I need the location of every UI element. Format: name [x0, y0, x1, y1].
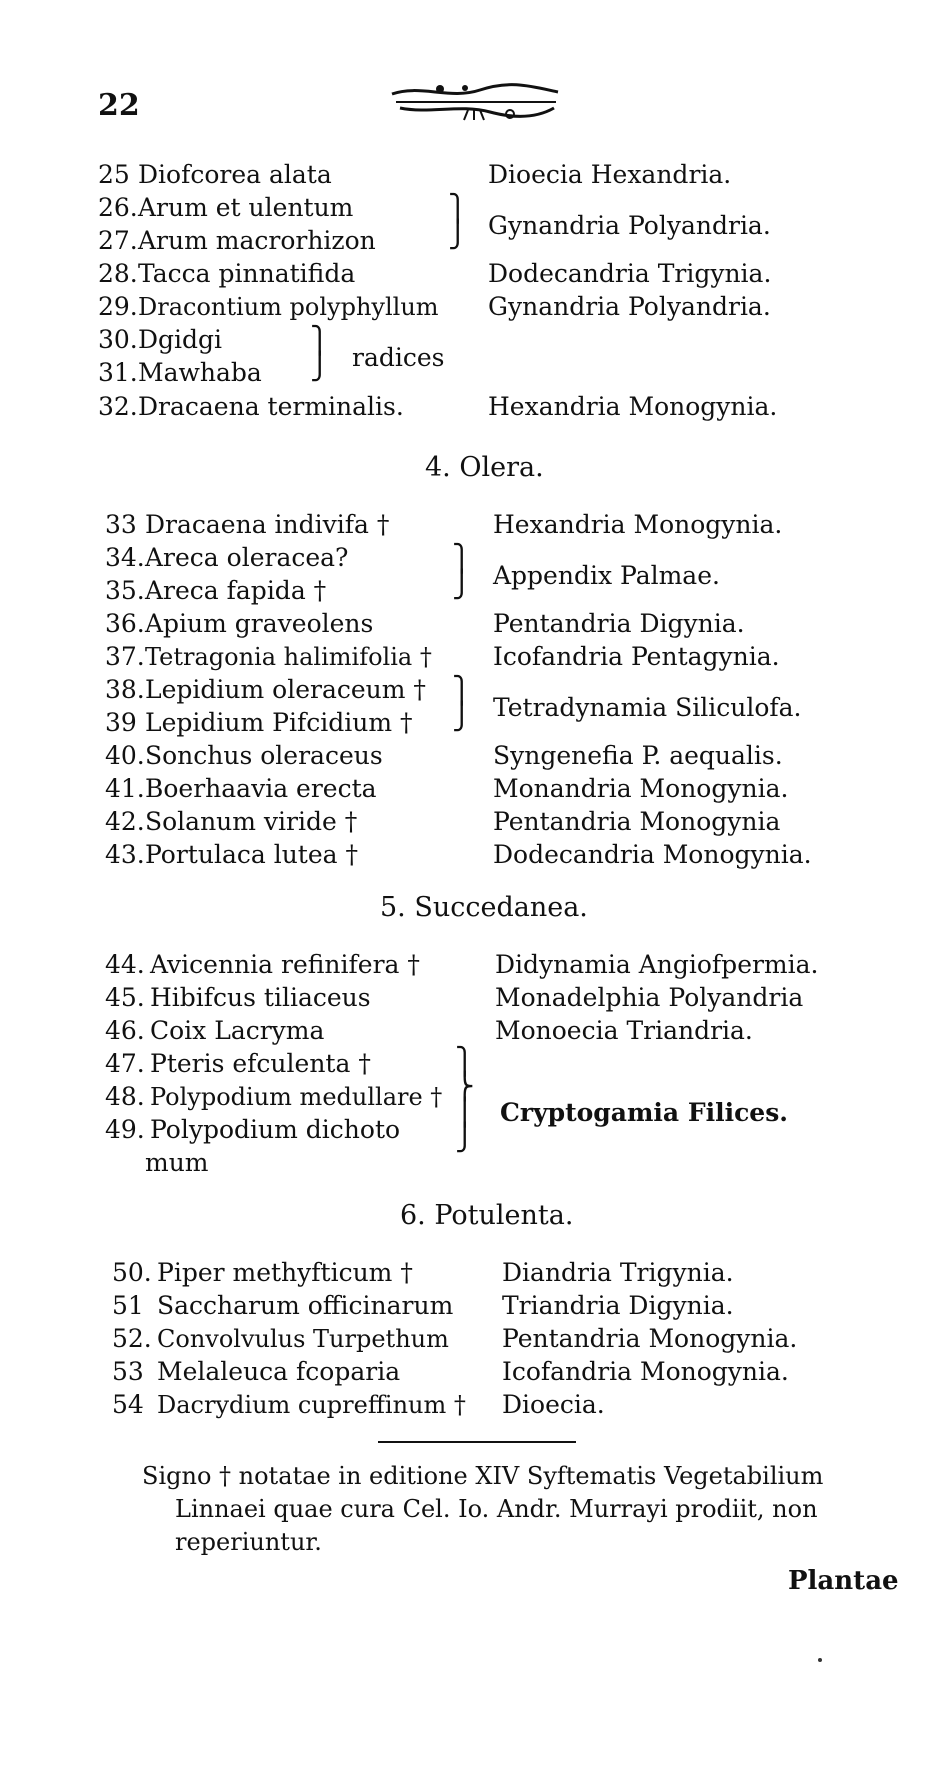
linnaean-class: Gynandria Polyandria. [488, 292, 771, 321]
linnaean-class: Didynamia Angiofpermia. [495, 950, 819, 979]
brace-label: Appendix Palmae. [493, 561, 720, 590]
plant-name: Solanum viride † [145, 807, 358, 836]
section-heading: 5. Succedanea. [380, 892, 588, 923]
section-heading: 4. Olera. [425, 452, 544, 483]
linnaean-class: Monoecia Triandria. [495, 1016, 753, 1045]
plant-name: Tetragonia halimifolia † [145, 643, 432, 671]
linnaean-class: Triandria Digynia. [502, 1291, 734, 1320]
plant-name: Mawhaba [138, 358, 262, 387]
linnaean-class: Hexandria Monogynia. [488, 392, 778, 421]
entry-number: 46. [105, 1016, 145, 1045]
plant-name: Areca fapida † [145, 576, 327, 605]
linnaean-class: Diandria Trigynia. [502, 1258, 734, 1287]
entry-number: 40. [105, 741, 145, 770]
entry-number: 48. [105, 1082, 145, 1111]
plant-name: mum [145, 1148, 209, 1177]
plant-name: Piper methyfticum † [157, 1258, 413, 1287]
right-brace-icon: ⎫ ⎭ [452, 676, 472, 732]
linnaean-class: Dodecandria Trigynia. [488, 259, 772, 288]
section-heading: 6. Potulenta. [400, 1200, 574, 1231]
entry-number: 54 [112, 1390, 144, 1419]
entry-number: 31. [98, 358, 138, 387]
entry-number: 28. [98, 259, 138, 288]
plant-name: Apium graveolens [145, 609, 374, 638]
linnaean-class: Dioecia. [502, 1390, 605, 1419]
brace-label: Cryptogamia Filices. [500, 1098, 788, 1127]
brace-label: Gynandria Polyandria. [488, 211, 771, 240]
plant-name: Polypodium medullare † [150, 1083, 443, 1111]
entry-number: 47. [105, 1049, 145, 1078]
plant-name: Pteris efculenta † [150, 1049, 371, 1078]
entry-number: 42. [105, 807, 145, 836]
entry-number: 45. [105, 983, 145, 1012]
linnaean-class: Monandria Monogynia. [493, 774, 789, 803]
entry-number: 37. [105, 642, 145, 671]
headpiece-ornament-icon [390, 80, 560, 124]
linnaean-class: Pentandria Monogynia [493, 807, 781, 836]
entry-number: 39 [105, 708, 137, 737]
plant-name: Boerhaavia erecta [145, 774, 377, 803]
entry-number: 43. [105, 840, 145, 869]
plant-name: Diofcorea alata [138, 160, 332, 189]
entry-number: 25 [98, 160, 130, 189]
plant-name: Lepidium oleraceum † [145, 675, 426, 704]
plant-name: Avicennia refinifera † [150, 950, 420, 979]
plant-name: Convolvulus Turpethum [157, 1325, 449, 1353]
brace-label: radices [352, 343, 445, 372]
plant-name: Dracaena indivifa † [145, 510, 390, 539]
footnote-line: Linnaei quae cura Cel. Io. Andr. Murrayi prodiit, non [175, 1495, 818, 1523]
linnaean-class: Syngenefia P. aequalis. [493, 741, 783, 770]
entry-number: 27. [98, 226, 138, 255]
linnaean-class: Dodecandria Monogynia. [493, 840, 812, 869]
footnote-separator [378, 1441, 576, 1443]
linnaean-class: Dioecia Hexandria. [488, 160, 732, 189]
linnaean-class: Monadelphia Polyandria [495, 983, 804, 1012]
footnote-line: reperiuntur. [175, 1528, 322, 1556]
plant-name: Dracaena terminalis. [138, 392, 404, 421]
plant-name: Arum macrorhizon [138, 226, 376, 255]
entry-number: 33 [105, 510, 137, 539]
linnaean-class: Icofandria Pentagynia. [493, 642, 780, 671]
plant-name: Portulaca lutea † [145, 840, 359, 869]
entry-number: 36. [105, 609, 145, 638]
entry-number: 29. [98, 292, 138, 321]
entry-number: 34. [105, 543, 145, 572]
plant-name: Hibifcus tiliaceus [150, 983, 371, 1012]
plant-name: Dracontium polyphyllum [138, 293, 439, 321]
plant-name: Dgidgi [138, 325, 223, 354]
right-brace-icon: ⎫ ⎬ ⎪ ⎭ [455, 1047, 475, 1154]
right-brace-icon: ⎫ ⎭ [452, 544, 472, 600]
plant-name: Sonchus oleraceus [145, 741, 383, 770]
brace-label: Tetradynamia Siliculofa. [493, 693, 802, 722]
page-number: 22 [98, 88, 140, 123]
plant-name: Tacca pinnatifida [138, 259, 356, 288]
plant-name: Saccharum officinarum [157, 1291, 454, 1320]
right-brace-icon: ⎫ ⎭ [310, 326, 330, 382]
entry-number: 52. [112, 1324, 152, 1353]
entry-number: 41. [105, 774, 145, 803]
plant-name: Lepidium Pifcidium † [145, 708, 413, 737]
linnaean-class: Pentandria Monogynia. [502, 1324, 798, 1353]
plant-name: Arum et ulentum [138, 193, 354, 222]
linnaean-class: Pentandria Digynia. [493, 609, 745, 638]
plant-name: Areca oleracea? [145, 543, 349, 572]
entry-number: 53 [112, 1357, 144, 1386]
entry-number: 44. [105, 950, 145, 979]
plant-name: Dacrydium cupreffinum † [157, 1391, 466, 1419]
entry-number: 35. [105, 576, 145, 605]
entry-number: 30. [98, 325, 138, 354]
plant-name: Melaleuca fcoparia [157, 1357, 401, 1386]
linnaean-class: Icofandria Monogynia. [502, 1357, 789, 1386]
entry-number: 26. [98, 193, 138, 222]
linnaean-class: Hexandria Monogynia. [493, 510, 783, 539]
plant-name: Polypodium dichoto [150, 1115, 401, 1144]
right-brace-icon: ⎫ ⎭ [448, 194, 468, 250]
footnote-line: Signo † notatae in editione XIV Syftematis Vegetabilium [142, 1462, 824, 1490]
entry-number: 49. [105, 1115, 145, 1144]
plant-name: Coix Lacryma [150, 1016, 325, 1045]
entry-number: 51 [112, 1291, 144, 1320]
entry-number: 32. [98, 392, 138, 421]
entry-number: 50. [112, 1258, 152, 1287]
paper-speck [818, 1658, 822, 1662]
catchword: Plantae [788, 1566, 899, 1596]
entry-number: 38. [105, 675, 145, 704]
